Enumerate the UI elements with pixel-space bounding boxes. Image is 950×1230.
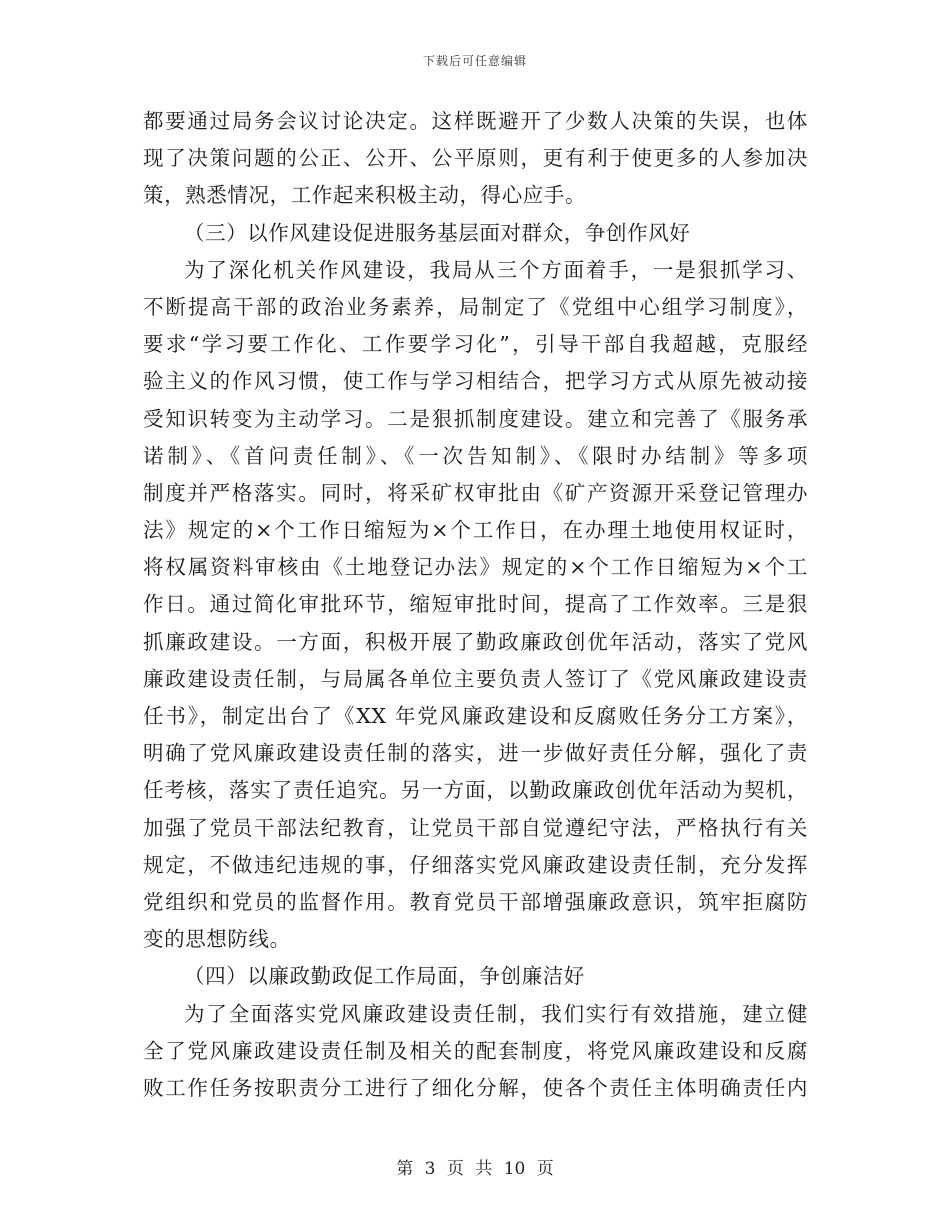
text-line: 不断提高干部的政治业务素养，局制定了《党组中心组学习制度》， bbox=[143, 294, 808, 319]
body-text bbox=[143, 103, 808, 1107]
text-line: 任考核，落实了责任追究。另一方面，以勤政廉政创优年活动为契机， bbox=[143, 778, 808, 803]
page-footer: 第 3 页 共 10 页 bbox=[396, 1159, 554, 1179]
text-line: 为了全面落实党风廉政建设责任制，我们实行有效措施，建立健 bbox=[184, 1001, 808, 1026]
text-line: （四）以廉政勤政促工作局面，争创廉洁好 bbox=[184, 964, 585, 989]
text-line: 任书》，制定出台了《XX 年党风廉政建设和反腐败任务分工方案》， bbox=[143, 704, 808, 728]
text-line: 要求“学习要工作化、工作要学习化”，引导干部自我超越，克服经 bbox=[143, 332, 808, 357]
text-line: 将权属资料审核由《土地登记办法》规定的×个工作日缩短为×个工 bbox=[143, 555, 808, 580]
text-line: 都要通过局务会议讨论决定。这样既避开了少数人决策的失误，也体 bbox=[143, 109, 808, 133]
text-line: 加强了党员干部法纪教育，让党员干部自觉遵纪守法，严格执行有关 bbox=[143, 815, 808, 840]
text-line: 败工作任务按职责分工进行了细化分解，使各个责任主体明确责任内 bbox=[143, 1075, 808, 1100]
text-line: 廉政建设责任制，与局属各单位主要负责人签订了《党风廉政建设责 bbox=[143, 666, 808, 691]
text-line: 党组织和党员的监督作用。教育党员干部增强廉政意识，筑牢拒腐防 bbox=[143, 889, 808, 914]
page-header: 下载后可任意编辑 bbox=[422, 54, 527, 68]
text-line: 策，熟悉情况，工作起来积极主动，得心应手。 bbox=[143, 183, 587, 208]
text-line: 规定，不做违纪违规的事，仔细落实党风廉政建设责任制，充分发挥 bbox=[143, 852, 808, 877]
text-line: 制度并严格落实。同时，将采矿权审批由《矿产资源开采登记管理办 bbox=[143, 480, 808, 505]
text-line: 受知识转变为主动学习。二是狠抓制度建设。建立和完善了《服务承 bbox=[143, 406, 808, 431]
text-line: 变的思想防线。 bbox=[143, 927, 291, 952]
text-line: 明确了党风廉政建设责任制的落实，进一步做好责任分解，强化了责 bbox=[143, 741, 808, 766]
text-line: 诺制》、《首问责任制》、《一次告知制》、《限时办结制》等多项 bbox=[143, 443, 808, 468]
text-line: 现了决策问题的公正、公开、公平原则，更有利于使更多的人参加决 bbox=[143, 146, 808, 171]
text-line: 抓廉政建设。一方面，积极开展了勤政廉政创优年活动，落实了党风 bbox=[143, 629, 808, 654]
text-line: （三）以作风建设促进服务基层面对群众，争创作风好 bbox=[184, 220, 691, 245]
text-line: 作日。通过简化审批环节，缩短审批时间，提高了工作效率。三是狠 bbox=[143, 592, 808, 617]
text-line: 验主义的作风习惯，使工作与学习相结合，把学习方式从原先被动接 bbox=[143, 369, 808, 394]
text-line: 为了深化机关作风建设，我局从三个方面着手，一是狠抓学习、 bbox=[184, 257, 808, 282]
text-line: 法》规定的×个工作日缩短为×个工作日，在办理土地使用权证时， bbox=[143, 518, 808, 543]
text-line: 全了党风廉政建设责任制及相关的配套制度，将党风廉政建设和反腐 bbox=[143, 1038, 808, 1063]
